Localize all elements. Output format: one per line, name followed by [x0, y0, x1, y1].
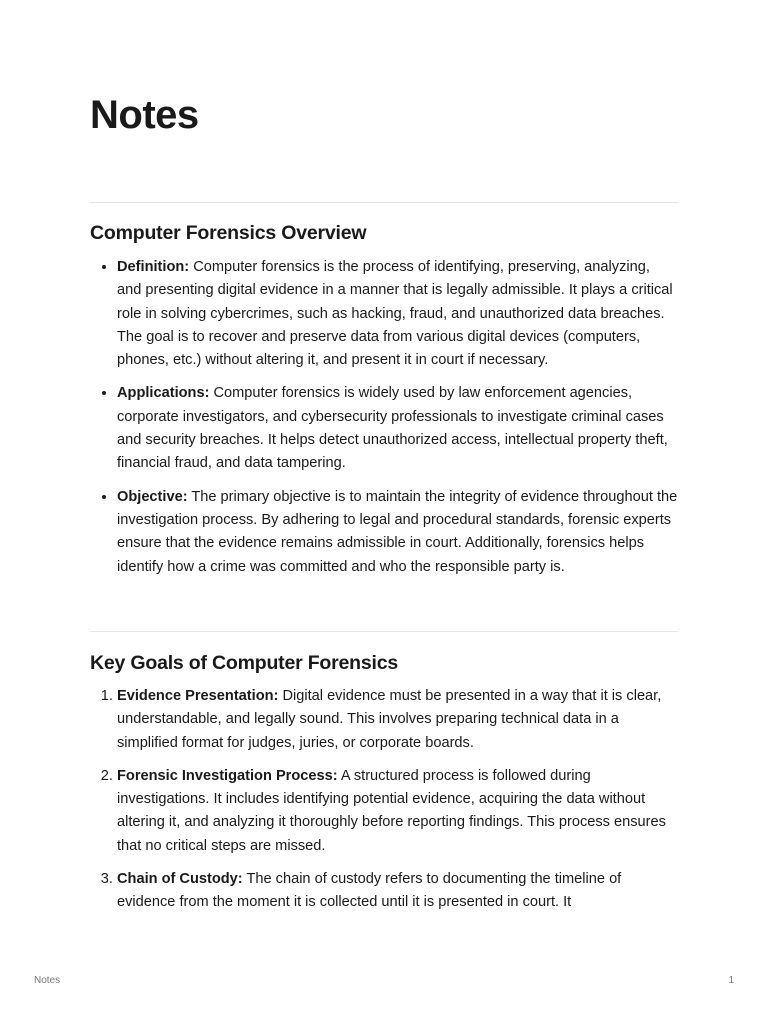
- item-text: A structured process is followed during investigations. It includes identifying potential evidence, acquiring the data without altering it, and analyzing it thoroughly before reporting findings. This process ensures that no critical steps are missed.: [117, 767, 666, 854]
- overview-list: [90, 256, 678, 579]
- section-heading-key-goals: Key Goals of Computer Forensics: [90, 652, 399, 674]
- item-term: Forensic Investigation Process:: [117, 767, 338, 784]
- item-text: The chain of custody refers to documenting the timeline of evidence from the moment it is collected until it is presented in court. It: [117, 871, 622, 911]
- list-item: [117, 486, 678, 579]
- divider: [90, 631, 678, 632]
- divider: [90, 202, 678, 203]
- page-title: Notes: [90, 93, 199, 137]
- item-term: Definition:: [117, 259, 190, 275]
- item-text: Computer forensics is widely used by law enforcement agencies, corporate investigators, and cybersecurity professionals to investigate criminal cases and security breaches. It helps detect unauthorized access, intellectual property theft, financial fraud, and data tampering.: [117, 385, 668, 472]
- item-term: Objective:: [117, 488, 188, 505]
- footer-page-number: 1: [728, 975, 734, 986]
- key-goals-list: [90, 685, 678, 915]
- item-term: Evidence Presentation:: [117, 688, 279, 704]
- list-item: [117, 256, 678, 372]
- item-text: The primary objective is to maintain the integrity of evidence throughout the investigation process. By adhering to legal and procedural standards, forensic experts ensure that the evidence remains admissible in court. Additionally, forensics helps identify how a crime was committed and who the responsible party is.: [117, 488, 678, 575]
- list-item: [117, 382, 678, 475]
- list-item: [117, 685, 678, 755]
- item-text: Computer forensics is the process of identifying, preserving, analyzing, and presenting digital evidence in a manner that is legally admissible. It plays a critical role in solving cybercrimes, such as hacking, fraud, and unauthorized data breaches. The goal is to recover and preserve data from various digital devices (computers, phones, etc.) without altering it, and present it in court if necessary.: [117, 259, 673, 369]
- section-heading-overview: Computer Forensics Overview: [90, 222, 367, 244]
- item-term: Chain of Custody:: [117, 871, 243, 888]
- footer-label: Notes: [34, 975, 61, 986]
- list-item: [117, 765, 678, 858]
- item-text: Digital evidence must be presented in a way that it is clear, understandable, and legally sound. This involves preparing technical data in a simplified format for judges, juries, or corporate boards.: [117, 688, 662, 751]
- item-term: Applications:: [117, 385, 210, 402]
- list-item: [117, 868, 678, 915]
